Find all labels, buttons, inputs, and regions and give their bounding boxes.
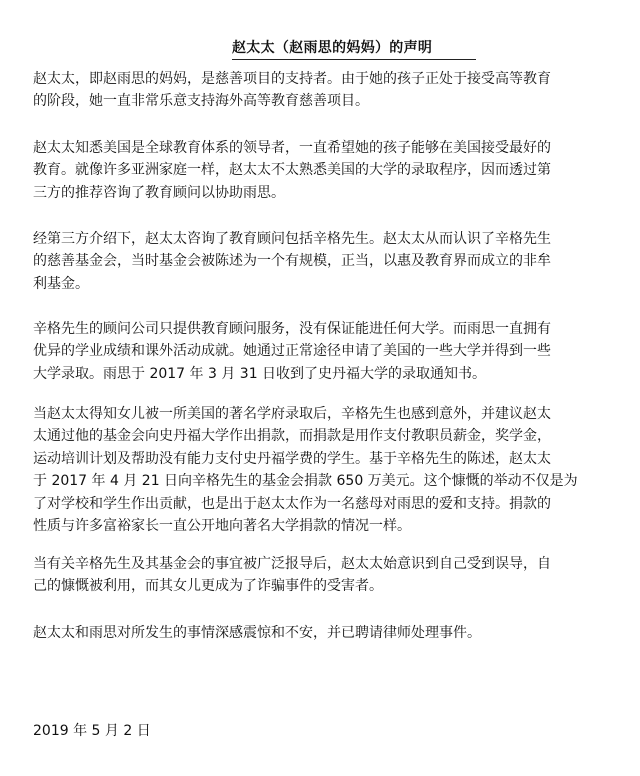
- paragraph-line: 己的慷慨被利用，而其女儿更成为了诈骗事件的受害者。: [33, 578, 383, 595]
- paragraph-line: 了对学校和学生作出贡献，也是出于赵太太作为一名慈母对雨思的爱和支持。捐款的: [33, 495, 551, 512]
- paragraph-4: [33, 318, 617, 385]
- paragraph-line: 赵太太知悉美国是全球教育体系的领导者，一直希望她的孩子能够在美国接受最好的: [33, 140, 551, 156]
- paragraph-line: 利基金。: [33, 275, 89, 292]
- paragraph-line: 于 2017 年 4 月 21 日向辛格先生的基金会捐款 650 万美元。这个慷慨的举动不仅是为: [33, 473, 578, 490]
- document-date: 2019 年 5 月 2 日: [33, 723, 151, 739]
- paragraph-line: 太通过他的基金会向史丹福大学作出捐款，而捐款是用作支付教职员薪金，奖学金，: [33, 428, 551, 445]
- paragraph-line: 三方的推荐咨询了教育顾问以协助雨思。: [33, 184, 285, 201]
- paragraph-line: 的慈善基金会，当时基金会被陈述为一个有规模，正当，以惠及教育界而成立的非牟: [33, 253, 551, 270]
- paragraph-1: [33, 68, 617, 113]
- paragraph-line: 大学录取。雨思于 2017 年 3 月 31 日收到了史丹福大学的录取通知书。: [33, 365, 487, 382]
- paragraph-line: 当有关辛格先生及其基金会的事宜被广泛报导后，赵太太始意识到自己受到误导，自: [33, 556, 551, 572]
- paragraph-2: [33, 137, 617, 204]
- paragraph-line: 当赵太太得知女儿被一所美国的著名学府录取后，辛格先生也感到意外，并建议赵太: [33, 406, 551, 422]
- paragraph-line: 教育。就像许多亚洲家庭一样，赵太太不太熟悉美国的大学的录取程序，因而透过第: [33, 162, 551, 179]
- paragraph-line: 优异的学业成绩和课外活动成就。她通过正常途径申请了美国的一些大学并得到一些: [33, 343, 551, 360]
- paragraph-line: 的阶段，她一直非常乐意支持海外高等教育慈善项目。: [33, 93, 369, 110]
- paragraph-line: 运动培训计划及帮助没有能力支付史丹福学费的学生。基于辛格先生的陈述，赵太太: [33, 450, 551, 467]
- paragraph-6: [33, 553, 617, 598]
- paragraph-line: 经第三方介绍下，赵太太咨询了教育顾问包括辛格先生。赵太太从而认识了辛格先生: [33, 231, 551, 247]
- paragraph-5: [33, 403, 617, 537]
- paragraph-line: 赵太太和雨思对所发生的事情深感震惊和不安，并已聘请律师处理事件。: [33, 625, 481, 641]
- paragraph-3: [33, 228, 617, 295]
- paragraph-line: 赵太太，即赵雨思的妈妈，是慈善项目的支持者。由于她的孩子正处于接受高等教育: [33, 71, 551, 87]
- paragraph-7: [33, 622, 617, 644]
- paragraph-line: 辛格先生的顾问公司只提供教育顾问服务，没有保证能进任何大学。而雨思一直拥有: [33, 321, 551, 337]
- document-title: 赵太太（赵雨思的妈妈）的声明: [232, 37, 476, 60]
- paragraph-line: 性质与许多富裕家长一直公开地向著名大学捐款的情况一样。: [33, 518, 411, 535]
